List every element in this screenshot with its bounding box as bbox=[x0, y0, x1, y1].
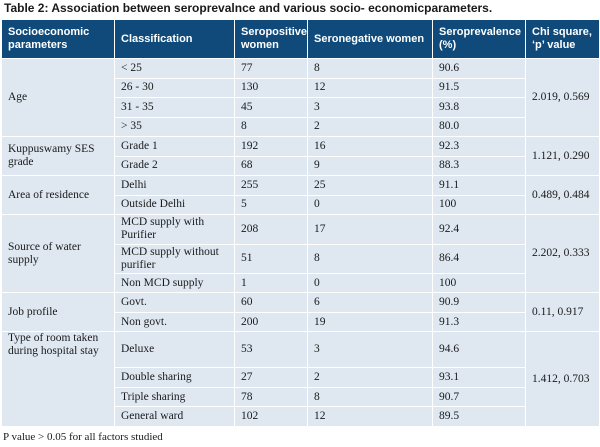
classification-cell: < 25 bbox=[115, 59, 235, 79]
seronegative-cell: 12 bbox=[308, 407, 433, 427]
seropositive-cell: 102 bbox=[235, 407, 308, 427]
chi-square-cell: 2.202, 0.333 bbox=[526, 215, 600, 293]
seroprevalence-table bbox=[1, 19, 600, 427]
seronegative-cell: 0 bbox=[308, 273, 433, 293]
table-row bbox=[2, 332, 600, 368]
classification-cell: Grade 2 bbox=[115, 156, 235, 176]
seropositive-cell: 5 bbox=[235, 195, 308, 215]
seroprevalence-cell: 90.6 bbox=[433, 59, 526, 79]
table-title: Table 2: Association between seroprevalnce and various socio- economicparameters. bbox=[4, 1, 493, 15]
classification-cell: Govt. bbox=[115, 293, 235, 313]
table-row bbox=[2, 215, 600, 244]
seropositive-cell: 53 bbox=[235, 332, 308, 368]
table-row bbox=[2, 59, 600, 79]
parameter-cell: Kuppuswamy SES grade bbox=[2, 137, 115, 176]
seropositive-cell: 60 bbox=[235, 293, 308, 313]
classification-cell: Non MCD supply bbox=[115, 273, 235, 293]
table-row bbox=[2, 137, 600, 157]
seropositive-cell: 27 bbox=[235, 368, 308, 388]
seroprevalence-cell: 100 bbox=[433, 195, 526, 215]
seroprevalence-cell: 90.9 bbox=[433, 293, 526, 313]
seropositive-cell: 45 bbox=[235, 98, 308, 118]
parameter-cell: Job profile bbox=[2, 293, 115, 332]
classification-cell: Double sharing bbox=[115, 368, 235, 388]
header-classification: Classification bbox=[115, 20, 235, 59]
seropositive-cell: 130 bbox=[235, 78, 308, 98]
seronegative-cell: 3 bbox=[308, 332, 433, 368]
classification-cell: 26 - 30 bbox=[115, 78, 235, 98]
seronegative-cell: 3 bbox=[308, 98, 433, 118]
seronegative-cell: 19 bbox=[308, 312, 433, 332]
seroprevalence-cell: 91.3 bbox=[433, 312, 526, 332]
seroprevalence-cell: 90.7 bbox=[433, 387, 526, 407]
parameter-cell: Area of residence bbox=[2, 176, 115, 215]
seronegative-cell: 17 bbox=[308, 215, 433, 244]
seropositive-cell: 78 bbox=[235, 387, 308, 407]
seroprevalence-cell: 91.5 bbox=[433, 78, 526, 98]
seropositive-cell: 200 bbox=[235, 312, 308, 332]
classification-cell: MCD supply without purifier bbox=[115, 244, 235, 273]
seroprevalence-cell: 92.3 bbox=[433, 137, 526, 157]
header-seronegative: Seronegative women bbox=[308, 20, 433, 59]
seropositive-cell: 208 bbox=[235, 215, 308, 244]
seronegative-cell: 0 bbox=[308, 195, 433, 215]
classification-cell: Grade 1 bbox=[115, 137, 235, 157]
chi-square-cell: 0.489, 0.484 bbox=[526, 176, 600, 215]
seronegative-cell: 2 bbox=[308, 117, 433, 137]
header-seropositive: Seropositive women bbox=[235, 20, 308, 59]
seroprevalence-cell: 88.3 bbox=[433, 156, 526, 176]
classification-cell: > 35 bbox=[115, 117, 235, 137]
seronegative-cell: 16 bbox=[308, 137, 433, 157]
seronegative-cell: 25 bbox=[308, 176, 433, 196]
seroprevalence-cell: 100 bbox=[433, 273, 526, 293]
table-header bbox=[2, 20, 600, 59]
seronegative-cell: 9 bbox=[308, 156, 433, 176]
parameter-cell: Source of water supply bbox=[2, 215, 115, 293]
seropositive-cell: 8 bbox=[235, 117, 308, 137]
seronegative-cell: 8 bbox=[308, 244, 433, 273]
chi-square-cell: 1.412, 0.703 bbox=[526, 332, 600, 427]
header-chi-square: Chi square, ‘p’ value bbox=[526, 20, 600, 59]
classification-cell: Triple sharing bbox=[115, 387, 235, 407]
header-parameter: Socioeconomic parameters bbox=[2, 20, 115, 59]
chi-square-cell: 0.11, 0.917 bbox=[526, 293, 600, 332]
seronegative-cell: 2 bbox=[308, 368, 433, 388]
seropositive-cell: 77 bbox=[235, 59, 308, 79]
seroprevalence-cell: 93.1 bbox=[433, 368, 526, 388]
header-row bbox=[2, 20, 600, 59]
classification-cell: Delhi bbox=[115, 176, 235, 196]
table-body bbox=[2, 59, 600, 427]
seropositive-cell: 255 bbox=[235, 176, 308, 196]
seroprevalence-cell: 91.1 bbox=[433, 176, 526, 196]
chi-square-cell: 1.121, 0.290 bbox=[526, 137, 600, 176]
classification-cell: MCD supply with Purifier bbox=[115, 215, 235, 244]
chi-square-cell: 2.019, 0.569 bbox=[526, 59, 600, 137]
parameter-cell: Type of room taken during hospital stay bbox=[2, 332, 115, 427]
seronegative-cell: 8 bbox=[308, 387, 433, 407]
seroprevalence-cell: 89.5 bbox=[433, 407, 526, 427]
seropositive-cell: 51 bbox=[235, 244, 308, 273]
classification-cell: Deluxe bbox=[115, 332, 235, 368]
seroprevalence-cell: 80.0 bbox=[433, 117, 526, 137]
table-row bbox=[2, 176, 600, 196]
classification-cell: 31 - 35 bbox=[115, 98, 235, 118]
seroprevalence-cell: 93.8 bbox=[433, 98, 526, 118]
seropositive-cell: 68 bbox=[235, 156, 308, 176]
seropositive-cell: 192 bbox=[235, 137, 308, 157]
classification-cell: Outside Delhi bbox=[115, 195, 235, 215]
classification-cell: General ward bbox=[115, 407, 235, 427]
parameter-cell: Age bbox=[2, 59, 115, 137]
table-row bbox=[2, 293, 600, 313]
header-seroprevalence: Seroprevalence (%) bbox=[433, 20, 526, 59]
classification-cell: Non govt. bbox=[115, 312, 235, 332]
footnote: P value > 0.05 for all factors studied bbox=[3, 431, 163, 443]
seronegative-cell: 8 bbox=[308, 59, 433, 79]
seronegative-cell: 12 bbox=[308, 78, 433, 98]
seroprevalence-cell: 92.4 bbox=[433, 215, 526, 244]
seroprevalence-cell: 94.6 bbox=[433, 332, 526, 368]
seropositive-cell: 1 bbox=[235, 273, 308, 293]
seroprevalence-cell: 86.4 bbox=[433, 244, 526, 273]
seronegative-cell: 6 bbox=[308, 293, 433, 313]
